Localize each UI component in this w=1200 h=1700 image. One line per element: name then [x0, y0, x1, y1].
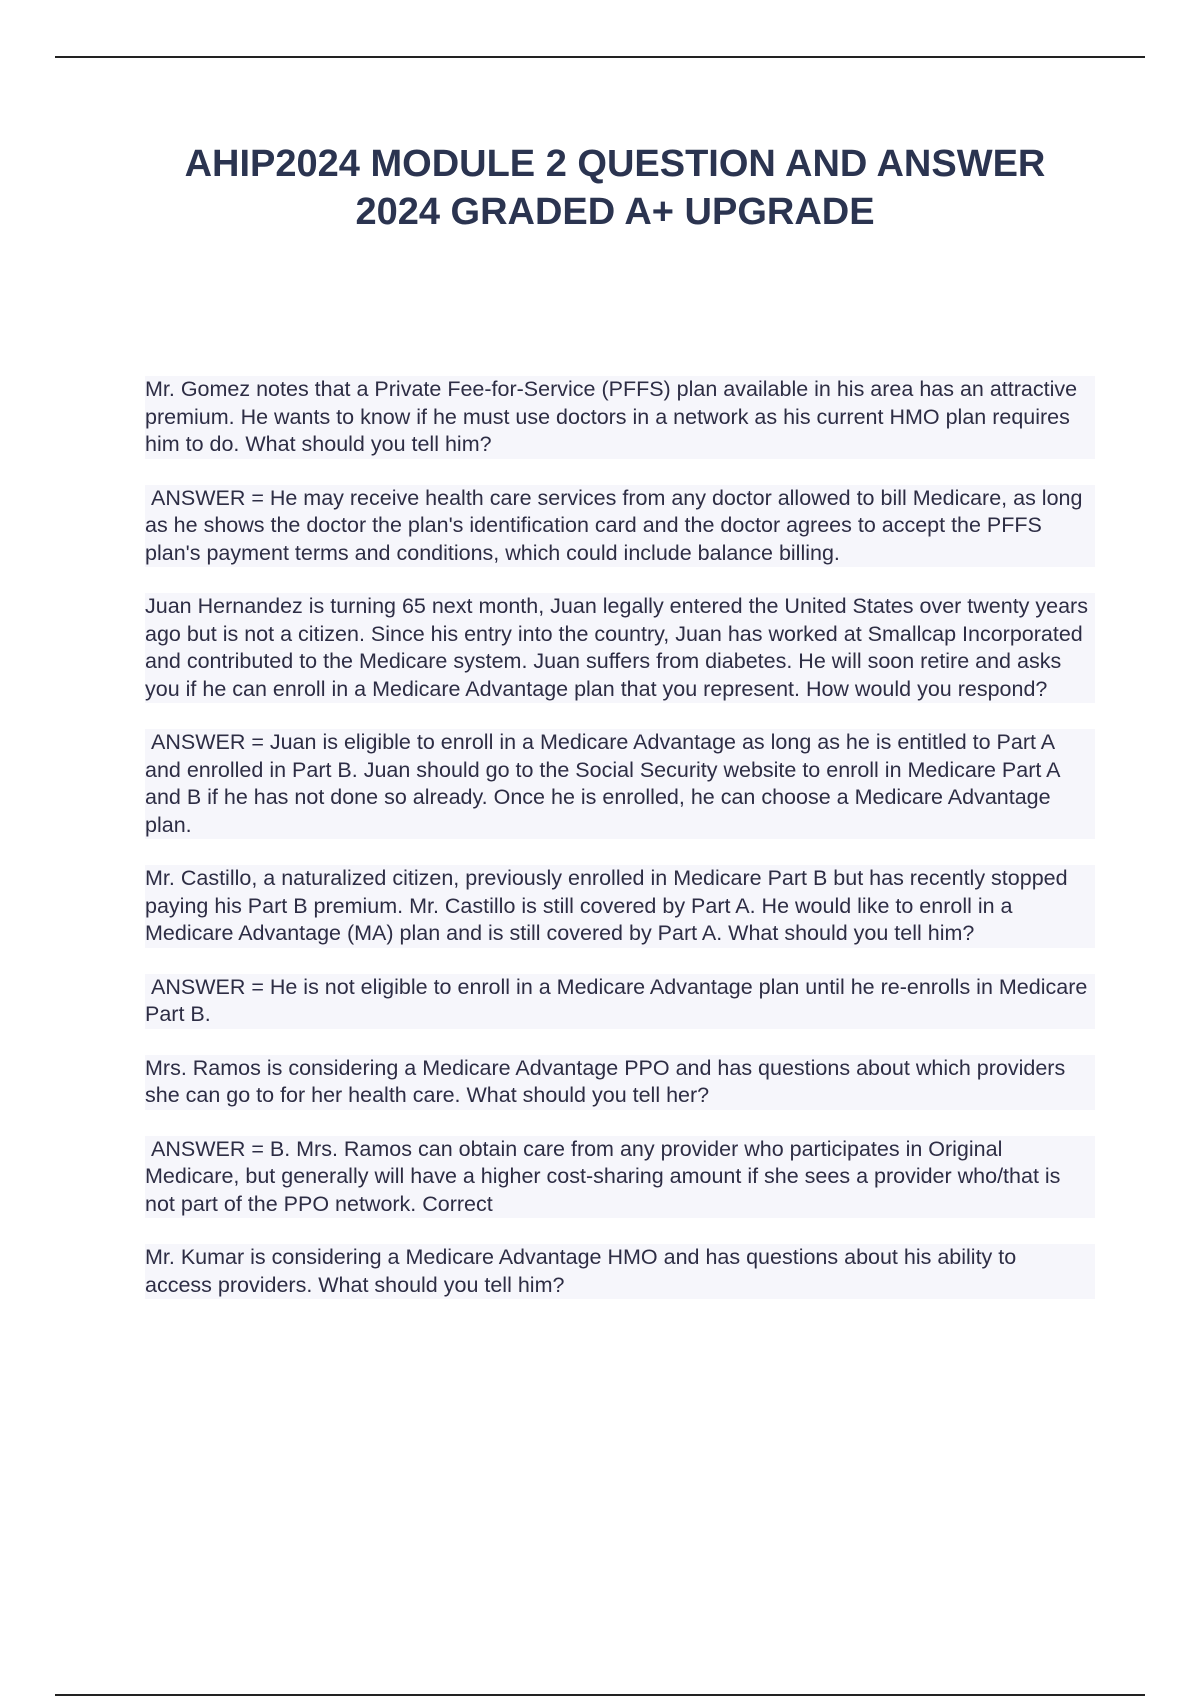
question-paragraph: Mr. Gomez notes that a Private Fee-for-Service (PFFS) plan available in his area has an attractive premium. He wants to know if he must use doctors in a network as his current HMO plan requires him to do. What should you tell him?: [145, 376, 1095, 459]
answer-paragraph: ANSWER = B. Mrs. Ramos can obtain care from any provider who participates in Original Medicare, but generally will have a higher cost-sharing amount if she sees a provider who/that is not part of the PPO network. Correct: [145, 1136, 1095, 1219]
answer-paragraph: ANSWER = He is not eligible to enroll in a Medicare Advantage plan until he re-enrolls in Medicare Part B.: [145, 974, 1095, 1029]
answer-paragraph: ANSWER = He may receive health care services from any doctor allowed to bill Medicare, as long as he shows the doctor the plan's identification card and the doctor agrees to accept the PFFS plan's payment terms and conditions, which could include balance billing.: [145, 485, 1095, 568]
title-line-2: 2024 GRADED A+ UPGRADE: [355, 191, 875, 233]
question-paragraph: Mr. Castillo, a naturalized citizen, previously enrolled in Medicare Part B but has recently stopped paying his Part B premium. Mr. Castillo is still covered by Part A. He would like to enroll in a Medicare Advantage (MA) plan and is still covered by Part A. What should you tell him?: [145, 865, 1095, 948]
document-title: [100, 140, 1130, 236]
bottom-rule: [55, 1694, 1145, 1696]
qa-list: [145, 376, 1095, 1325]
question-paragraph: Juan Hernandez is turning 65 next month, Juan legally entered the United States over twenty years ago but is not a citizen. Since his entry into the country, Juan has worked at Smallcap Incorporated and contributed to the Medicare system. Juan suffers from diabetes. He will soon retire and asks you if he can enroll in a Medicare Advantage plan that you represent. How would you respond?: [145, 593, 1095, 703]
question-paragraph: Mrs. Ramos is considering a Medicare Advantage PPO and has questions about which providers she can go to for her health care. What should you tell her?: [145, 1055, 1095, 1110]
title-line-1: AHIP2024 MODULE 2 QUESTION AND ANSWER: [184, 143, 1046, 185]
question-paragraph: Mr. Kumar is considering a Medicare Advantage HMO and has questions about his ability to access providers. What should you tell him?: [145, 1244, 1095, 1299]
answer-paragraph: ANSWER = Juan is eligible to enroll in a Medicare Advantage as long as he is entitled to Part A and enrolled in Part B. Juan should go to the Social Security website to enroll in Medicare Part A and B if he has not done so already. Once he is enrolled, he can choose a Medicare Advantage plan.: [145, 729, 1095, 839]
top-rule: [55, 56, 1145, 58]
